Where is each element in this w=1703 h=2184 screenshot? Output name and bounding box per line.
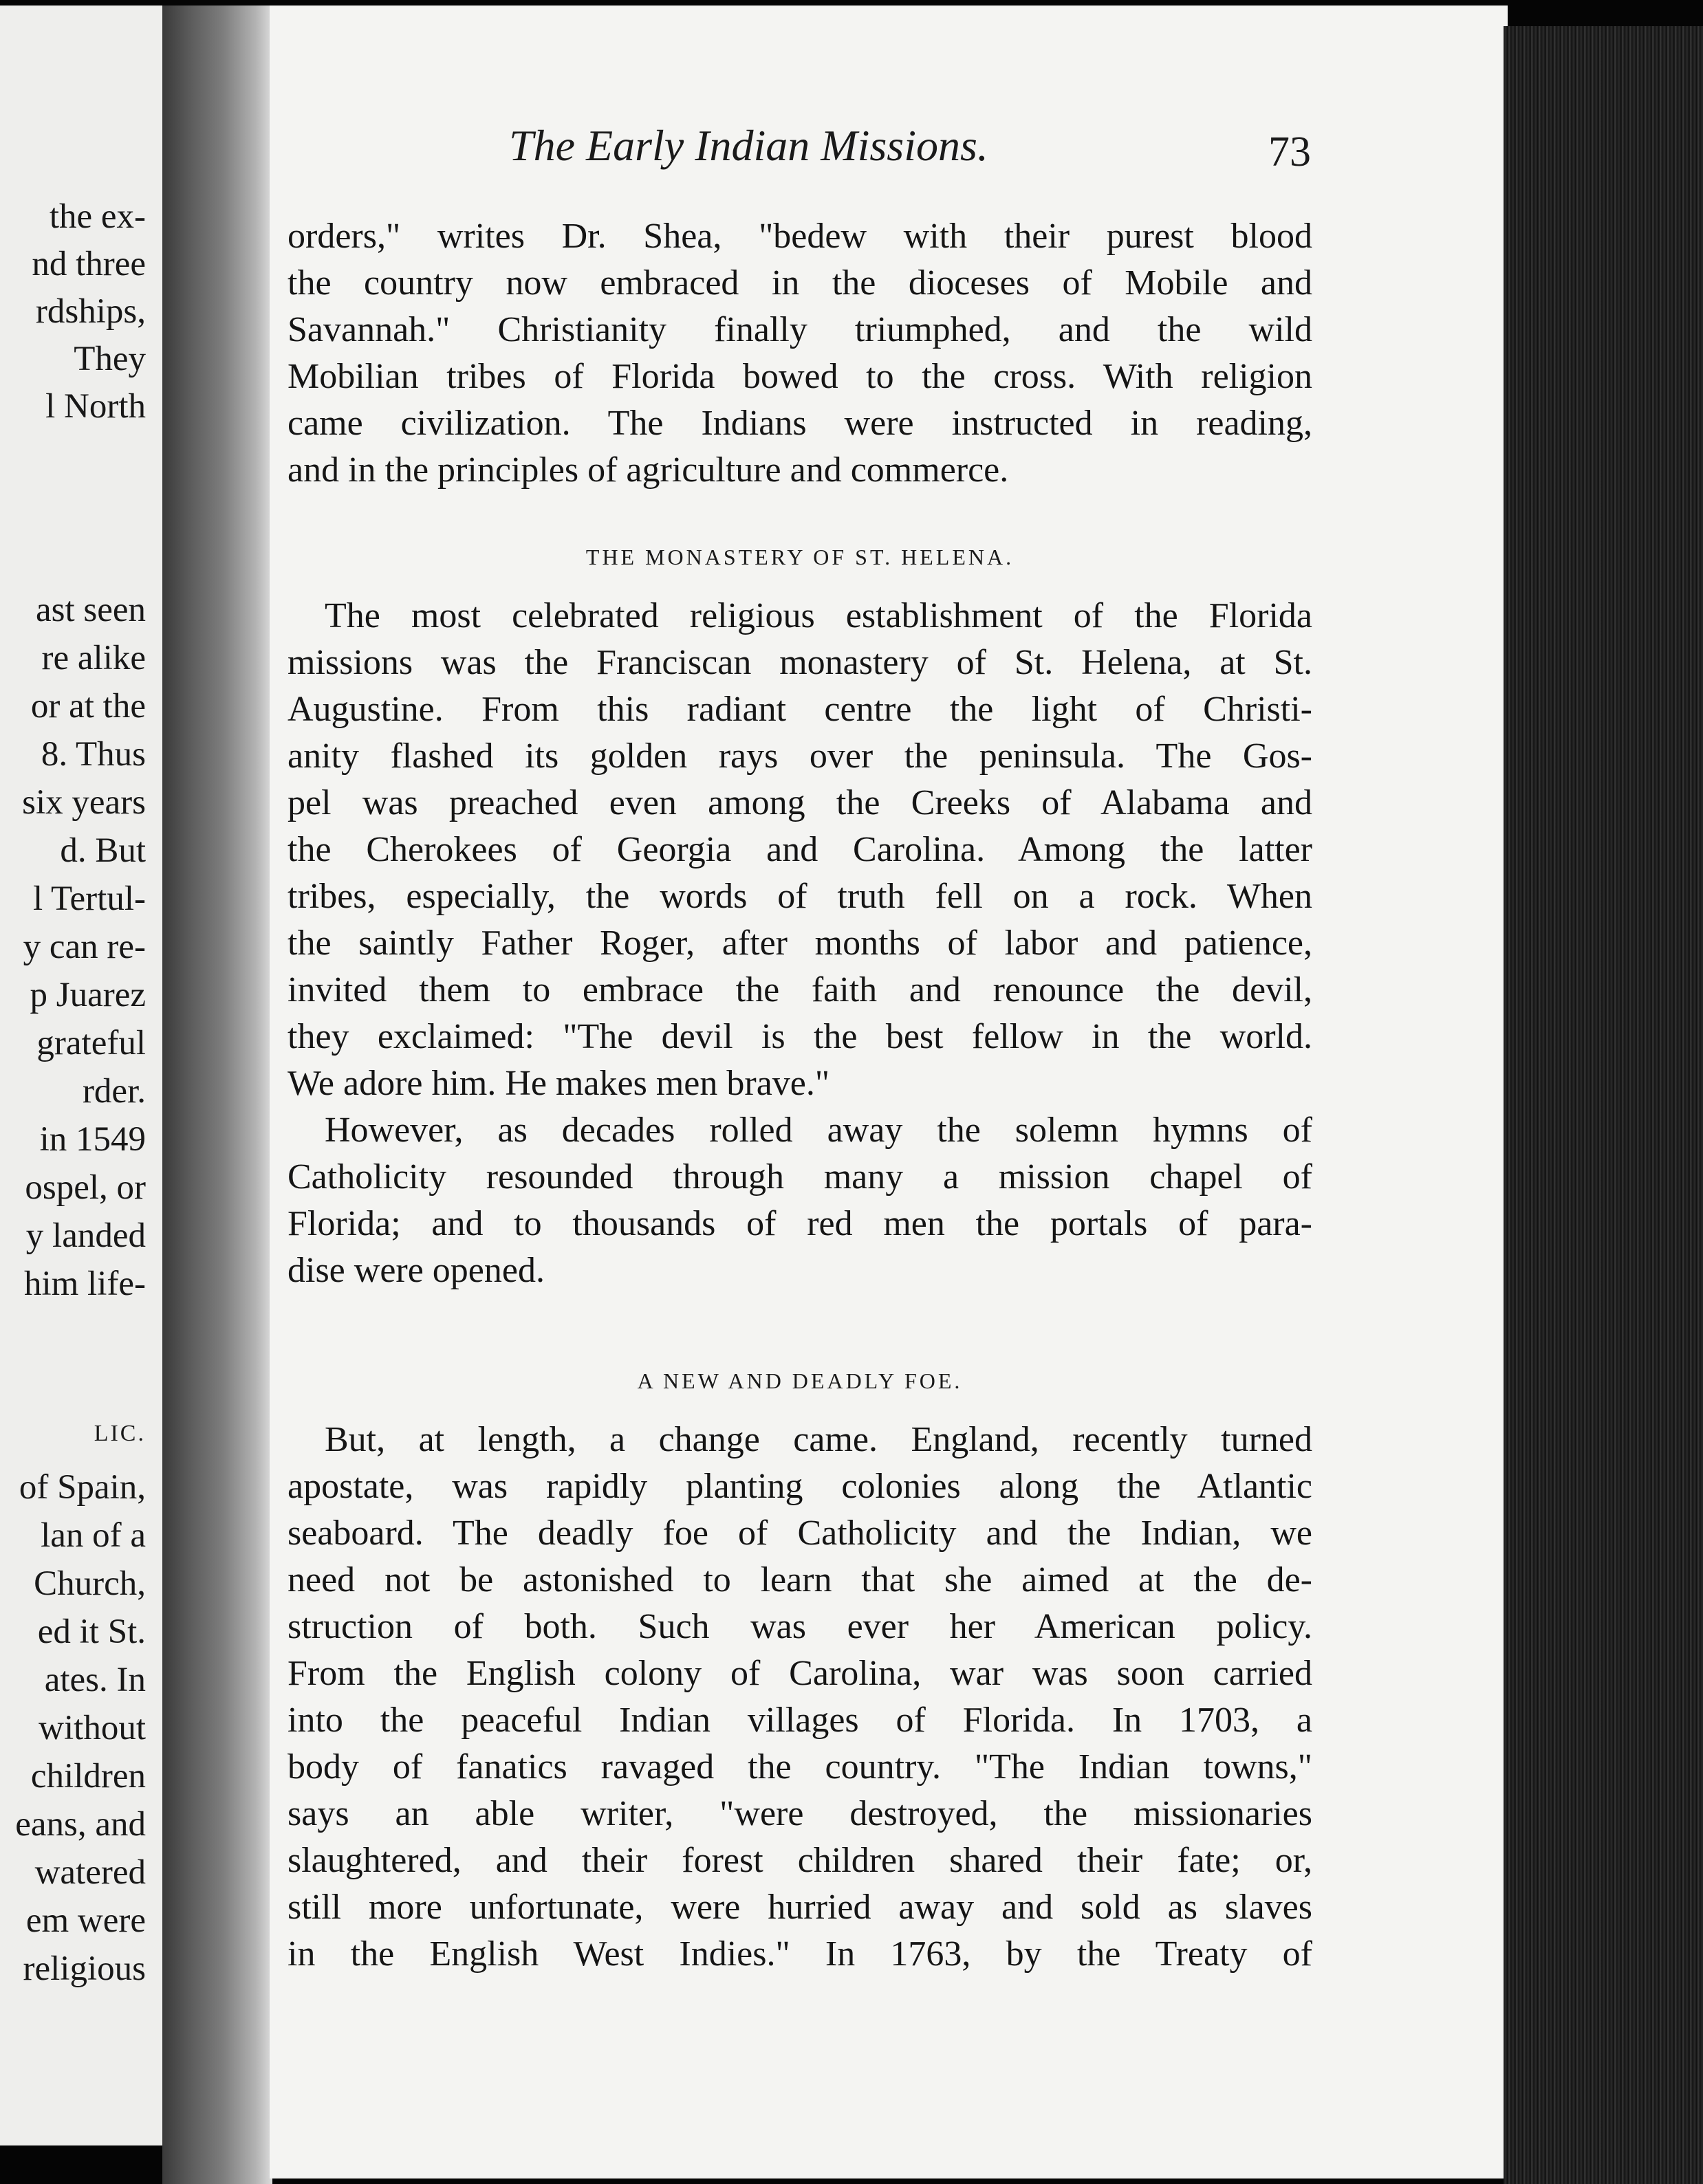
left-page-line: d. But (60, 831, 146, 870)
left-page-line: without (39, 1709, 146, 1747)
text-line: dise were opened. (288, 1251, 545, 1290)
left-page-line: or at the (30, 687, 146, 725)
text-line: anity flashed its golden rays over the peninsula. The Gos- (288, 736, 1312, 776)
left-page-line: re alike (41, 639, 146, 677)
text-line: But, at length, a change came. England, recently turned (325, 1420, 1312, 1459)
text-line: tribes, especially, the words of truth fell on a rock. When (288, 877, 1312, 916)
text-line: invited them to embrace the faith and renounce the devil, (288, 970, 1312, 1009)
text-line: Savannah." Christianity finally triumphed, and the wild (288, 310, 1312, 349)
left-page-line: religious (23, 1950, 146, 1988)
text-line: slaughtered, and their forest children shared their fate; or, (288, 1841, 1312, 1880)
left-page-line: p Juarez (30, 976, 146, 1014)
section-heading: A NEW AND DEADLY FOE. (637, 1368, 963, 1393)
left-page-line: him life- (23, 1265, 146, 1303)
text-line: still more unfortunate, were hurried away and sold as slaves (288, 1888, 1312, 1927)
text-line: The most celebrated religious establishment of the Florida (325, 596, 1312, 635)
page-edges (1504, 26, 1703, 2184)
left-page-line: in 1549 (39, 1120, 146, 1159)
page-number: 73 (1268, 129, 1311, 175)
left-page-line: children (30, 1757, 146, 1795)
text-line: body of fanatics ravaged the country. "The Indian towns," (288, 1747, 1312, 1787)
left-page-line: of Spain, (19, 1468, 146, 1507)
book-gutter (162, 6, 272, 2184)
running-title: The Early Indian Missions. (509, 121, 988, 170)
text-line: We adore him. He makes men brave." (288, 1064, 830, 1103)
text-line: struction of both. Such was ever her American policy. (288, 1607, 1312, 1646)
text-line: the saintly Father Roger, after months of labor and patience, (288, 924, 1312, 963)
text-line: apostate, was rapidly planting colonies along the Atlantic (288, 1467, 1312, 1506)
text-line: Florida; and to thousands of red men the portals of para- (288, 1204, 1312, 1243)
left-page-line: l North (45, 387, 146, 426)
section-heading: THE MONASTERY OF ST. HELENA. (585, 545, 1015, 569)
text-line: Augustine. From this radiant centre the light of Christi- (288, 690, 1312, 729)
left-page-line: ast seen (35, 591, 146, 629)
left-page-line: ed it St. (37, 1613, 146, 1651)
left-page-line: They (74, 340, 146, 378)
left-page-line: watered (34, 1853, 146, 1892)
text-line: However, as decades rolled away the solemn hymns of (325, 1111, 1312, 1150)
left-page-line: ates. In (44, 1661, 146, 1699)
text-line: came civilization. The Indians were instructed in reading, (288, 404, 1312, 443)
left-page-line: the ex- (49, 197, 146, 236)
text-line: in the English West Indies." In 1763, by the Treaty of (288, 1934, 1312, 1974)
left-page-line: Church, (34, 1564, 146, 1603)
left-page-line: LIC. (94, 1421, 146, 1446)
left-page-line: grateful (36, 1024, 146, 1062)
text-line: into the peaceful Indian villages of Florida. In 1703, a (288, 1701, 1312, 1740)
text-line: pel was preached even among the Creeks of Alabama and (288, 783, 1312, 822)
left-page-line: lan of a (41, 1516, 146, 1555)
left-page-line: rder. (82, 1072, 146, 1111)
text-line: Mobilian tribes of Florida bowed to the cross. With religion (288, 357, 1312, 396)
left-page-line: ospel, or (25, 1168, 146, 1207)
left-page-line: 8. Thus (41, 735, 146, 774)
left-page-line: l Tertul- (32, 880, 146, 918)
left-page (0, 6, 171, 2145)
left-page-line: rdships, (35, 292, 146, 331)
text-line: need not be astonished to learn that she aimed at the de- (288, 1560, 1312, 1599)
text-line: they exclaimed: "The devil is the best fellow in the world. (288, 1017, 1312, 1056)
text-line: orders," writes Dr. Shea, "bedew with their purest blood (288, 217, 1312, 256)
left-page-line: eans, and (15, 1805, 146, 1844)
text-line: seaboard. The deadly foe of Catholicity and the Indian, we (288, 1514, 1312, 1553)
text-line: and in the principles of agriculture and commerce. (288, 450, 1009, 490)
text-line: says an able writer, "were destroyed, the missionaries (288, 1794, 1312, 1833)
text-line: the Cherokees of Georgia and Carolina. Among the latter (288, 830, 1312, 869)
left-page-line: y landed (25, 1216, 146, 1255)
left-page-line: six years (22, 783, 146, 822)
text-line: the country now embraced in the dioceses of Mobile and (288, 263, 1312, 303)
text-line: missions was the Franciscan monastery of St. Helena, at St. (288, 643, 1312, 682)
left-page-line: nd three (32, 245, 146, 283)
text-line: Catholicity resounded through many a mission chapel of (288, 1157, 1312, 1197)
left-page-line: y can re- (23, 928, 146, 966)
left-page-line: em were (25, 1901, 146, 1940)
text-line: From the English colony of Carolina, war was soon carried (288, 1654, 1312, 1693)
